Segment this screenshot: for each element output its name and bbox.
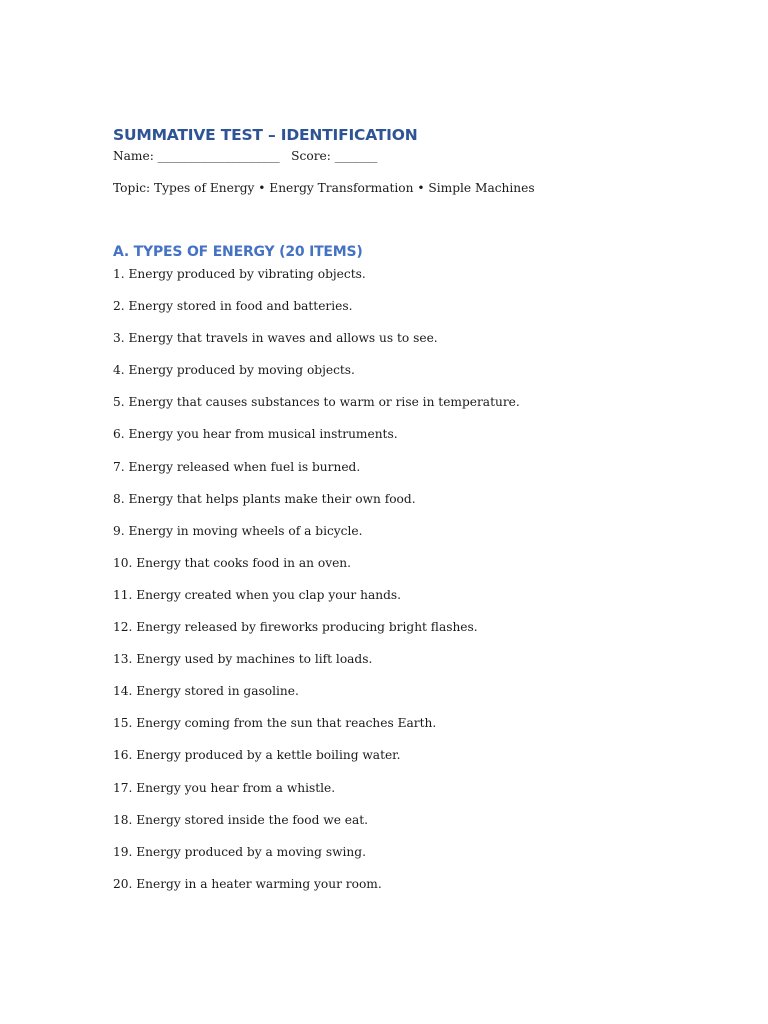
list-item: 15. Energy coming from the sun that reaches Earth. — [113, 716, 437, 731]
list-item: 12. Energy released by fireworks producing bright flashes. — [113, 620, 478, 635]
section-a-item-list — [113, 262, 713, 904]
list-item: 13. Energy used by machines to lift loads. — [113, 652, 373, 667]
name-score-line: Name: ____________________ Score: _______ — [113, 149, 378, 163]
list-item: 11. Energy created when you clap your hands. — [113, 587, 402, 602]
list-item: 17. Energy you hear from a whistle. — [113, 780, 336, 795]
list-item: 16. Energy produced by a kettle boiling water. — [113, 748, 401, 763]
list-item: 5. Energy that causes substances to warm or rise in temperature. — [113, 395, 520, 410]
list-item: 6. Energy you hear from musical instruments. — [113, 427, 398, 442]
list-item: 9. Energy in moving wheels of a bicycle. — [113, 523, 363, 538]
document-page — [113, 124, 713, 904]
list-item: 19. Energy produced by a moving swing. — [113, 844, 366, 859]
list-item: 8. Energy that helps plants make their own food. — [113, 491, 416, 506]
list-item: 3. Energy that travels in waves and allows us to see. — [113, 331, 438, 346]
list-item: 18. Energy stored inside the food we eat. — [113, 812, 369, 827]
section-a-heading: A. TYPES OF ENERGY (20 ITEMS) — [113, 244, 363, 260]
list-item: 4. Energy produced by moving objects. — [113, 363, 355, 378]
topic-line: Topic: Types of Energy • Energy Transformation • Simple Machines — [113, 181, 535, 195]
list-item: 1. Energy produced by vibrating objects. — [113, 267, 366, 281]
list-item: 2. Energy stored in food and batteries. — [113, 299, 353, 314]
list-item: 10. Energy that cooks food in an oven. — [113, 555, 352, 570]
document-title: SUMMATIVE TEST – IDENTIFICATION — [113, 126, 418, 144]
list-item: 7. Energy released when fuel is burned. — [113, 459, 361, 474]
list-item: 14. Energy stored in gasoline. — [113, 684, 299, 699]
list-item: 20. Energy in a heater warming your room. — [113, 876, 382, 891]
